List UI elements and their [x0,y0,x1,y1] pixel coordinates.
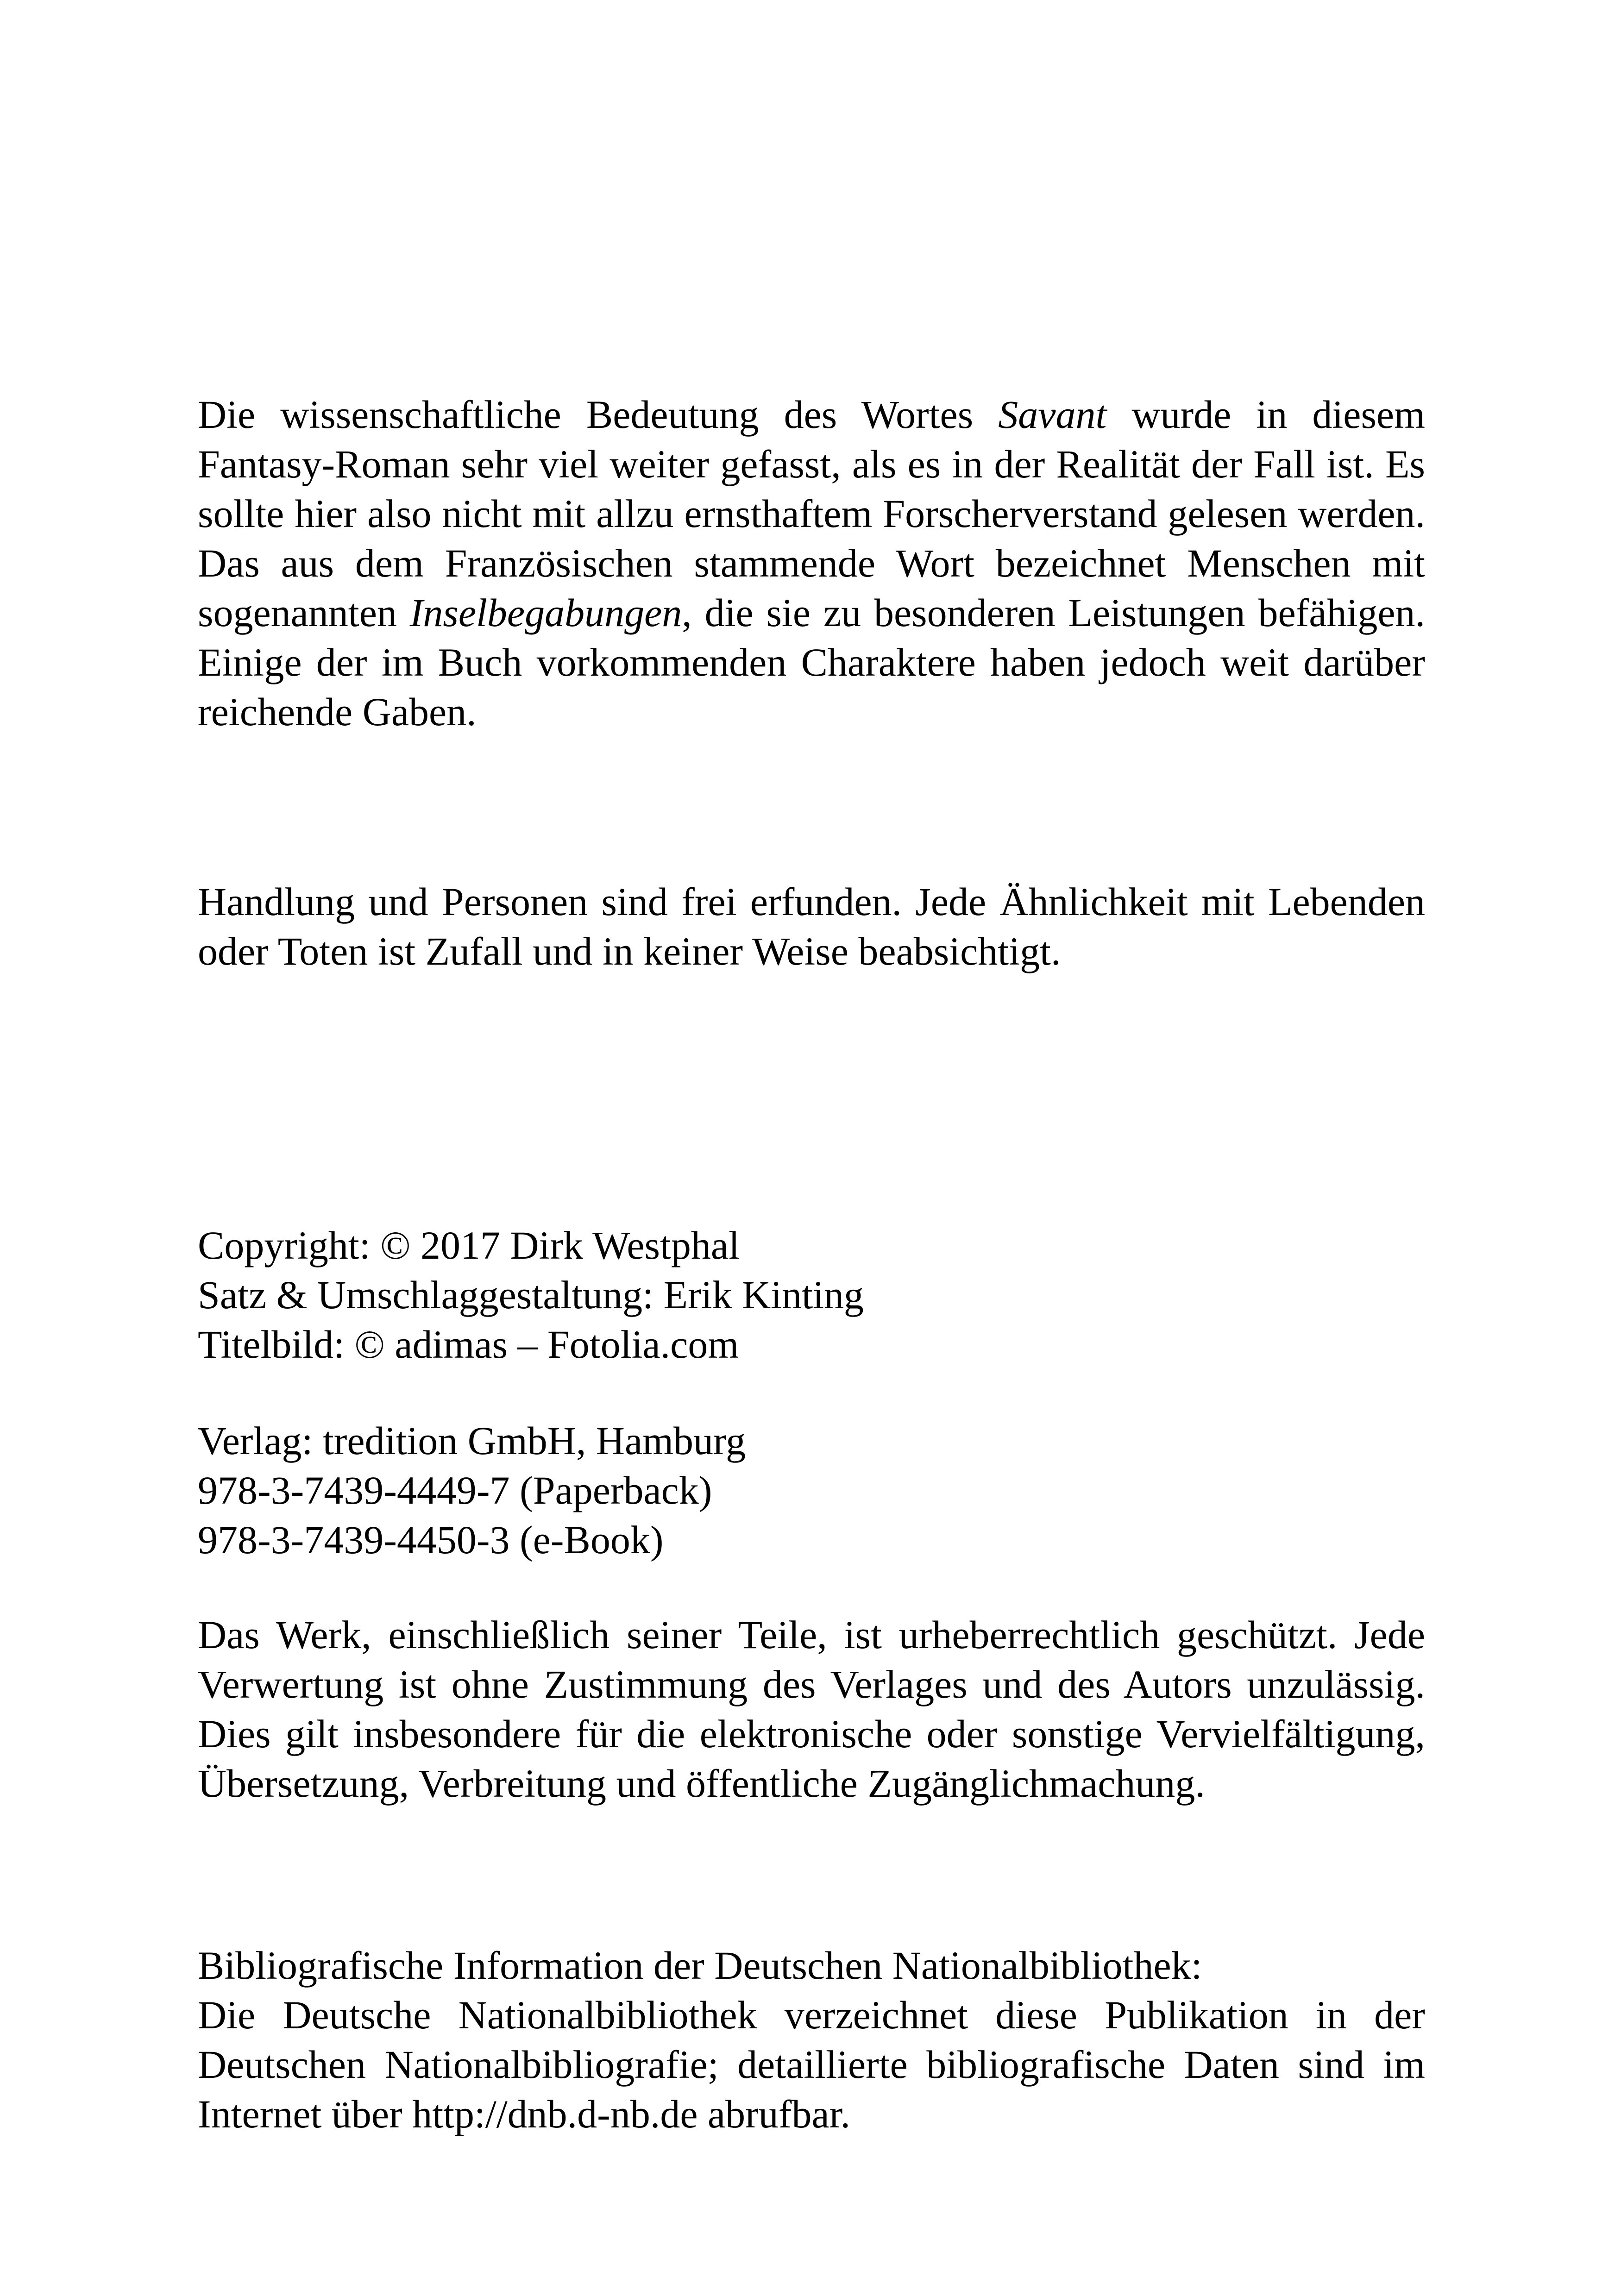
design-credit-line: Satz & Umschlaggestaltung: Erik Kinting [198,1273,864,1317]
isbn-ebook-line: 978-3-7439-4450-3 (e-Book) [198,1518,664,1562]
inselbegabungen-term: Inselbegabungen [409,590,682,635]
savant-note [198,390,1425,737]
fiction-note: Handlung und Personen sind frei erfunden. Jede Ähnlichkeit mit Lebenden oder Toten ist Zufall und in keiner Weise beabsichtigt. [198,879,1425,973]
bibliography-heading: Bibliografische Information der Deutschen Nationalbibliothek: [198,1943,1202,1988]
cover-image-credit-line: Titelbild: © adimas – Fotolia.com [198,1322,739,1367]
credits [198,1221,1425,1369]
publisher-line: Verlag: tredition GmbH, Hamburg [198,1418,746,1463]
savant-term: Savant [998,392,1107,437]
savant-note-text: , die sie zu besonderen Leistungen befähigen. Einige der im Buch vorkommenden Charaktere haben jedoch weit darüber reichende Gaben. [198,590,1426,734]
copyright-line: Copyright: © 2017 Dirk Westphal [198,1223,740,1267]
bibliography-info [198,1941,1425,2139]
publisher-info [198,1416,1425,1565]
savant-note-text: wurde in diesem Fantasy-Roman sehr viel weiter gefasst, als es in der Realität der Fall ist. Es sollte hier also nicht mit allzu ernsthaftem Forscherverstand gelesen werden. Das aus dem Französischen stammende Wort bezeichnet Menschen mit sogenannten [198,392,1425,635]
rights-notice: Das Werk, einschließlich seiner Teile, ist urheberrechtlich geschützt. Jede Verwertung ist ohne Zustimmung des Verlages und des Autors unzulässig. Dies gilt insbesondere für die elektronische oder sonstige Vervielfältigung, Übersetzung, Verbreitung und öffentliche Zugänglichmachung. [198,1612,1425,1806]
isbn-paperback-line: 978-3-7439-4449-7 (Paperback) [198,1468,712,1512]
bibliography-text: Die Deutsche Nationalbibliothek verzeichnet diese Publikation in der Deutschen Nationalbibliografie; detaillierte bibliografische Daten sind im Internet über http://dnb.d-nb.de abrufbar. [198,1993,1425,2136]
savant-note-text: Die wissenschaftliche Bedeutung des Wortes [198,392,999,437]
